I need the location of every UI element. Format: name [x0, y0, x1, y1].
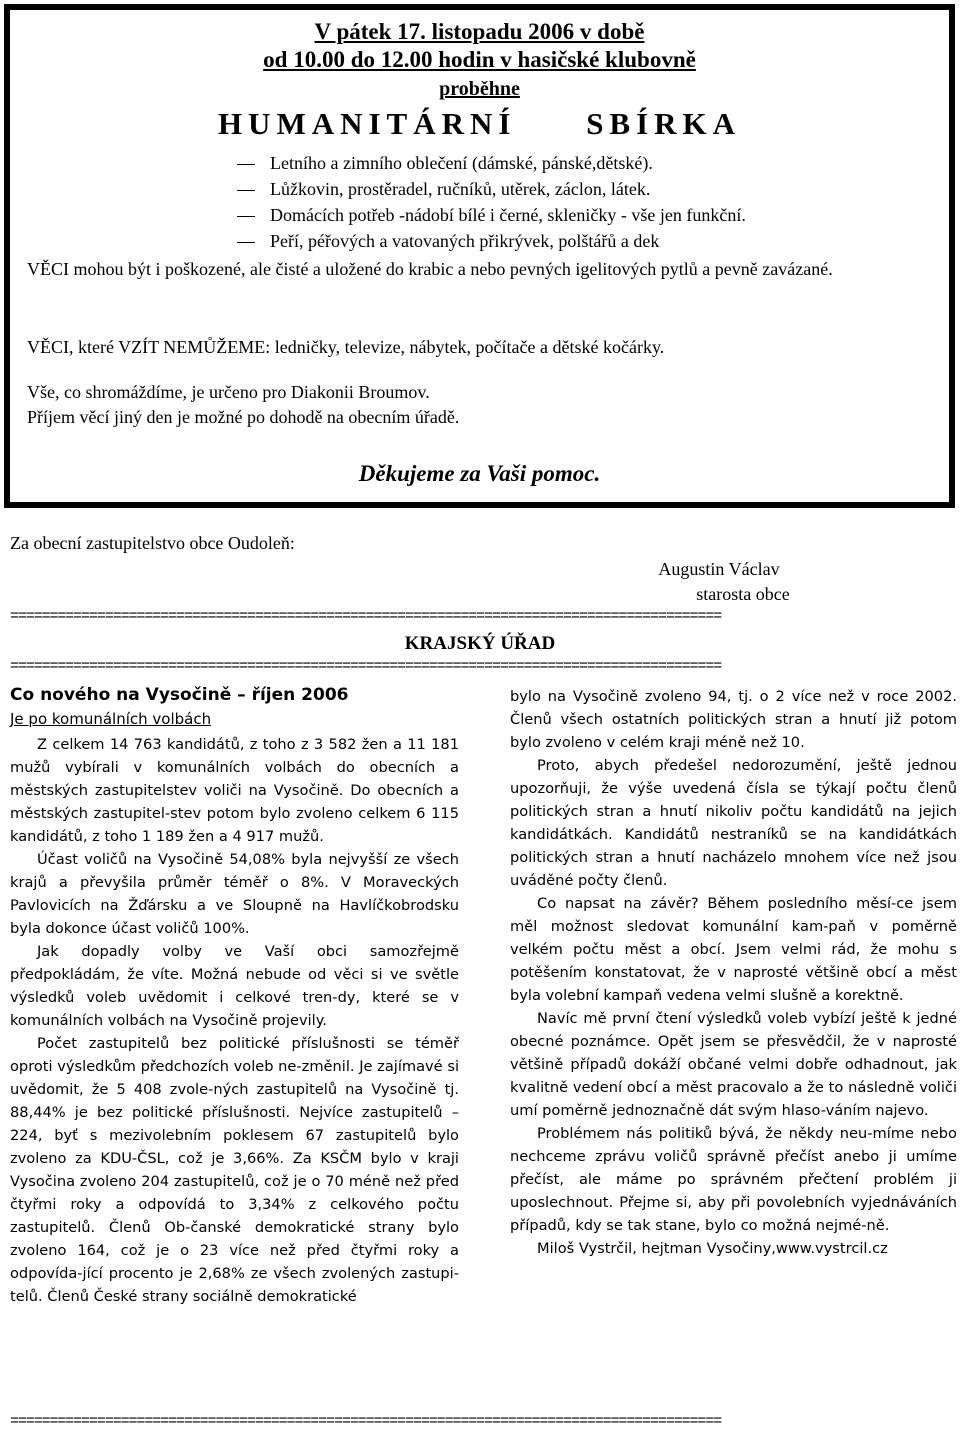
- dash-bullet-icon: [237, 164, 255, 165]
- article-right-column: [510, 685, 957, 1260]
- divider: ==========================================================================================: [10, 609, 722, 624]
- article-subtitle: Je po komunálních volbách: [10, 710, 212, 728]
- dash-bullet-icon: [237, 242, 255, 243]
- article-title: Co nového na Vysočině – říjen 2006: [10, 685, 349, 705]
- signature-name: Augustin Václav: [658, 559, 780, 579]
- notice-date-line: V pátek 17. listopadu 2006 v době: [314, 19, 645, 44]
- article-paragraph: Co napsat na závěr? Během posledního měsí-ce jsem měl možnost sledovat komunální kam-paň v poměrně velkém počtu měst a obcí. Jsem velmi rád, že mohu s potěšením konstatovat, že v naprosté většině obcí a měst byla volební kampaň vedena velmi slušně a korektně.: [510, 895, 957, 1004]
- article-paragraph: Jak dopadly volby ve Vaší obci samozřejmě předpokládám, že víte. Možná nebude od věci si ve světle výsledků voleb uvědomit i celkové tren-dy, které se v komunálních volbách na Vysočině projevily.: [10, 943, 459, 1029]
- notice-time-place-line: od 10.00 do 12.00 hodin v hasičské klubovně: [263, 47, 696, 72]
- divider: ==========================================================================================: [10, 1414, 722, 1429]
- article-left-column: [10, 733, 459, 1308]
- notice-item: Lůžkovin, prostěradel, ručníků, utěrek, záclon, látek.: [237, 178, 650, 200]
- article-paragraph: Proto, abych předešel nedorozumění, ještě jednou upozorňuji, že výše uvedená čísla se týkají počtu členů politických stran a hnutí nikoliv počtu kandidátů na jejich kandidátkách. Kandidátů nestraníků se na kandidátkách politických stran a hnutí nacházelo mnohem více než jsou uváděné počty členů.: [510, 757, 957, 889]
- article-paragraph: Počet zastupitelů bez politické příslušnosti se téměř oproti výsledkům předchozích voleb ne-změnil. Je zajímavé si uvědomit, že 5 408 zvole-ných zastupitelů na Vysočině tj. 88,44% je bez politické příslušnosti. Nejvíce zastupitelů – 224, byť s mezivolebním poklesem 67 zastupitelů bylo zvoleno za KDU-ČSL, což je 3,66%. Za KSČM bylo v kraji Vysočina zvoleno 204 zastupitelů, což je o 70 méně než před čtyřmi roky a odpovídá to 3,34% z celkového počtu zastupitelů. Členů Ob-čanské demokratické strany bylo zvoleno 164, což je o 23 více než před čtyřmi roky a odpovída-jící procento je 2,68% ze všech zvolených zastupi-telů. Členů České strany sociálně demokratické: [10, 1035, 459, 1305]
- article-author: Miloš Vystrčil, hejtman Vysočiny,www.vystrcil.cz: [537, 1240, 888, 1257]
- notice-box: [4, 4, 955, 508]
- article-paragraph: Účast voličů na Vysočině 54,08% byla nejvyšší ze všech krajů a převyšila průměr téměř o 8%. V Moraveckých Pavlovicích na Žďársku a ve Sloupně na Havlíčkobrodsku byla dokonce účast voličů 100%.: [10, 851, 459, 937]
- article-paragraph: bylo na Vysočině zvoleno 94, tj. o 2 více než v roce 2002. Členů všech ostatních politických stran a hnutí již potom bylo zvoleno v celém kraji méně než 10.: [510, 688, 957, 751]
- notice-paragraph: VĚCI mohou být i poškozené, ale čisté a uložené do krabic a nebo pevných igelitových pytlů a pevně zavázané.: [27, 259, 833, 279]
- article-paragraph: Problémem nás politiků bývá, že někdy neu-míme nebo nechceme zprávu voličů správně přečíst anebo ji umíme přečíst, ale máme po správném přečtení problém ji uposlechnout. Přejme si, aby při povolebních vyjednáváních případů, kdy se tak stane, bylo co možná nejmé-ně.: [510, 1125, 957, 1234]
- notice-title: HUMANITÁRNÍ SBÍRKA: [217, 106, 742, 141]
- dash-bullet-icon: [237, 216, 255, 217]
- divider: ==========================================================================================: [10, 659, 722, 674]
- notice-item: Peří, péřových a vatovaných přikrývek, polštářů a dek: [237, 230, 659, 252]
- dash-bullet-icon: [237, 190, 255, 191]
- notice-paragraph: VĚCI, které VZÍT NEMŮŽEME: ledničky, televize, nábytek, počítače a dětské kočárky.: [27, 337, 665, 357]
- notice-item: Letního a zimního oblečení (dámské, pánské,dětské).: [237, 152, 653, 174]
- signature-intro: Za obecní zastupitelstvo obce Oudoleň:: [10, 533, 295, 553]
- article-paragraph: Navíc mě první čtení výsledků voleb vybízí ještě k jedné obecné poznámce. Opět jsem se přesvědčil, že v naprosté většině případů dokáží občané velmi dobře odhadnout, jak kvalitně vedení obcí a měst pracovalo a že to následně voliči umí poměrně jednoznačně dát svým hlaso-váním najevo.: [510, 1010, 957, 1119]
- notice-paragraph: Příjem věcí jiný den je možné po dohodě na obecním úřadě.: [27, 407, 460, 427]
- notice-proběhne-line: proběhne: [439, 78, 520, 100]
- section-heading: KRAJSKÝ ÚŘAD: [404, 633, 556, 654]
- notice-thanks: Děkujeme za Vaši pomoc.: [358, 461, 601, 486]
- signature-role: starosta obce: [696, 584, 790, 604]
- notice-item: Domácích potřeb -nádobí bílé i černé, skleničky - vše jen funkční.: [237, 204, 746, 226]
- article-paragraph: Z celkem 14 763 kandidátů, z toho z 3 582 žen a 11 181 mužů vybírali v komunálních volbách do obecních a městských zastupitelstev voliči na Vysočině. Do obecních a městských zastupitel-stev potom bylo zvoleno celkem 6 115 kandidátů, z toho 1 189 žen a 4 917 mužů.: [10, 736, 459, 845]
- notice-paragraph: Vše, co shromáždíme, je určeno pro Diakonii Broumov.: [27, 382, 430, 402]
